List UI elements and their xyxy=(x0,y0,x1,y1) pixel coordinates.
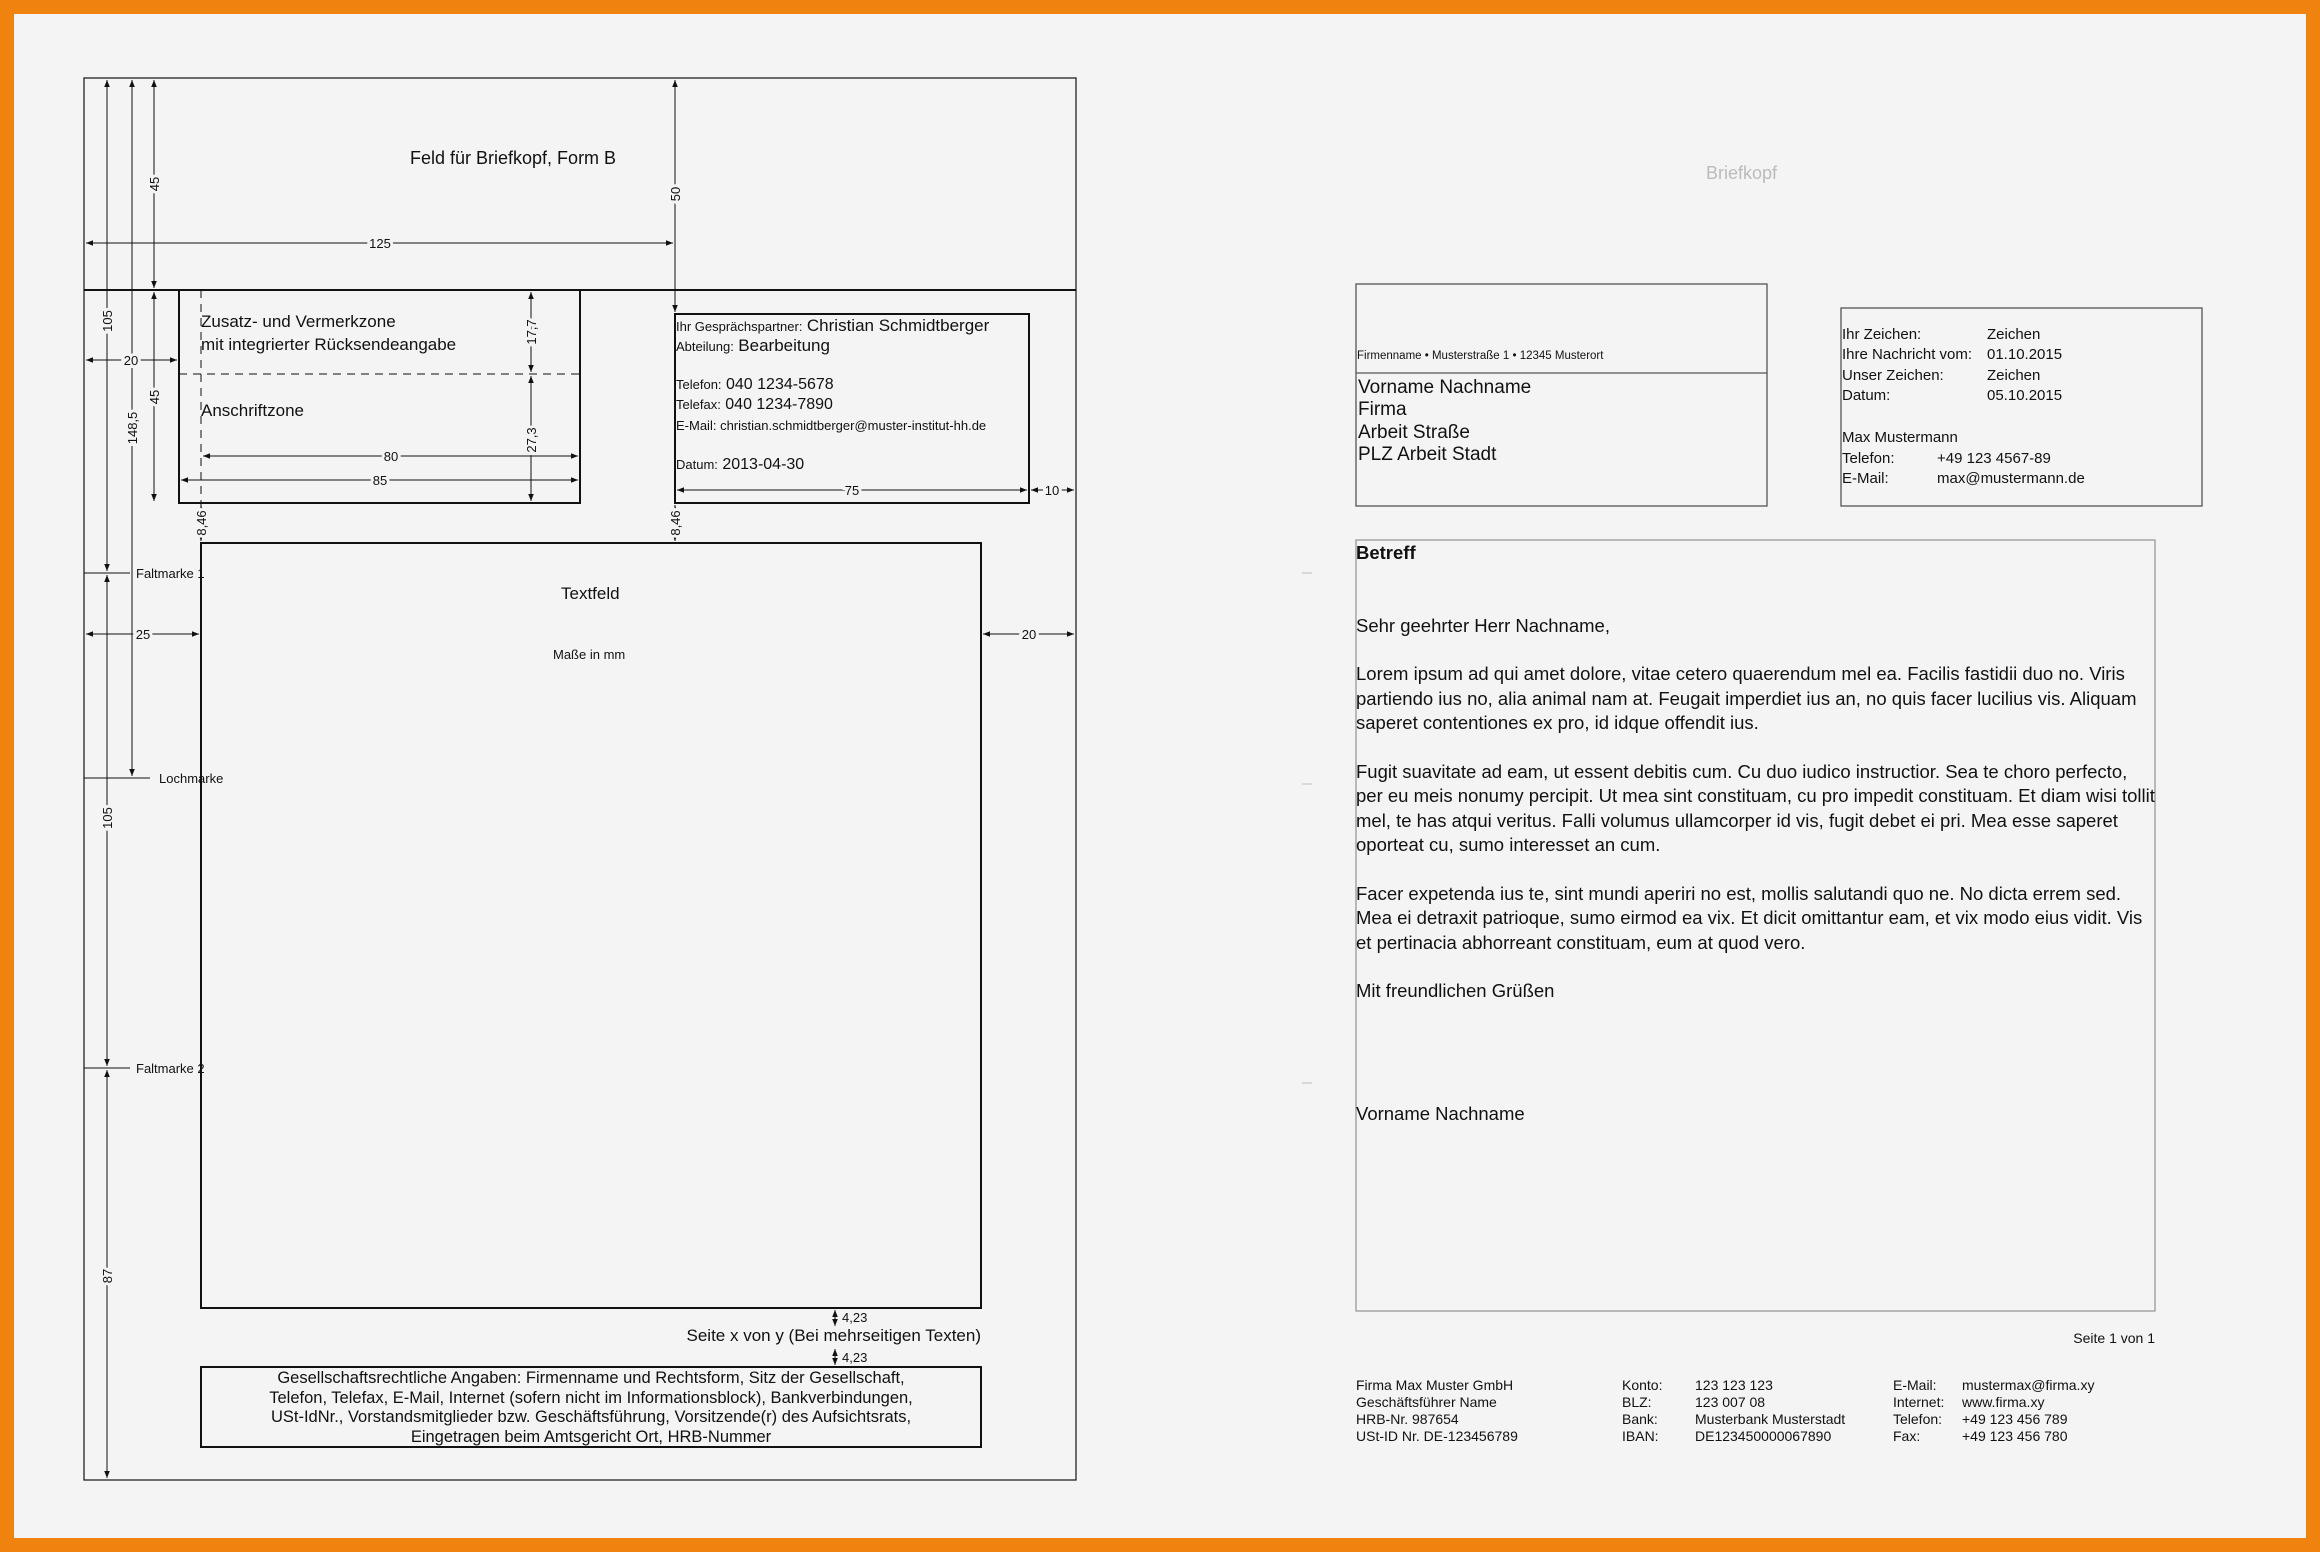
contact-label: Telefon: xyxy=(1842,450,1895,467)
email-label: E-Mail: xyxy=(676,418,717,433)
dim-105-top: 105 xyxy=(100,310,115,332)
salutation: Sehr geehrter Herr Nachname, xyxy=(1356,614,1610,636)
hole-mark: Lochmarke xyxy=(159,771,224,786)
date-label: Datum: xyxy=(676,457,718,472)
recipient-line: Firma xyxy=(1358,399,1407,421)
units-note: Maße in mm xyxy=(553,647,626,662)
date-value: 2013-04-30 xyxy=(722,456,805,473)
footer-value: 123 007 08 xyxy=(1695,1394,1766,1410)
paragraph: Facer expetenda ius te, sint mundi aperiri no est, mollis salutandi quo ne. No dicta errem sed. Mea ei detraxit patrioque, sumo eirmod ea vix. Et dicit omittantur eam, et vix modo eius vidit. Vis et pertinacia abhorreant constituam, eum at quod vero. xyxy=(1356,882,2143,953)
dim-45-address: 45 xyxy=(147,389,162,405)
dim-105-bottom: 105 xyxy=(100,807,115,829)
partner-value: Christian Schmidtberger xyxy=(806,316,990,335)
footer-line: Firma Max Muster GmbH xyxy=(1356,1377,1514,1393)
text-field-label: Textfeld xyxy=(561,584,620,603)
footer-value: DE123450000067890 xyxy=(1695,1428,1832,1444)
closing: Mit freundlichen Grüßen xyxy=(1356,980,1555,1001)
footer-label: Bank: xyxy=(1622,1411,1658,1427)
sender-line: Firmenname • Musterstraße 1 • 12345 Musterort xyxy=(1357,350,1604,362)
footer-label: IBAN: xyxy=(1622,1428,1659,1444)
contact-name: Max Mustermann xyxy=(1842,429,1958,446)
dim-27-3: 27,3 xyxy=(524,427,539,453)
footer-label: Internet: xyxy=(1893,1394,1945,1410)
ref-label: Datum: xyxy=(1842,387,1891,404)
footer-value: +49 123 456 789 xyxy=(1962,1411,2068,1427)
dim-85: 85 xyxy=(372,473,388,488)
footer-line: USt-ID Nr. DE-123456789 xyxy=(1356,1428,1518,1444)
dim-75: 75 xyxy=(844,483,860,498)
footer-value: +49 123 456 780 xyxy=(1962,1428,2068,1444)
dim-45-top: 45 xyxy=(147,176,162,192)
footer-label: Telefon: xyxy=(1893,1411,1943,1427)
footer-label: BLZ: xyxy=(1622,1394,1652,1410)
footer-label: Fax: xyxy=(1893,1428,1921,1444)
dim-8-46-left: 8,46 xyxy=(194,510,209,536)
footer-contact-values xyxy=(1962,1377,2094,1445)
header-field-label: Feld für Briefkopf, Form B xyxy=(410,148,617,168)
dim-8-46-right: 8,46 xyxy=(668,510,683,536)
zusatz-zone-label-2: mit integrierter Rücksendeangabe xyxy=(201,335,457,354)
dim-148-5: 148,5 xyxy=(125,411,140,445)
fold-mark-2: Faltmarke 2 xyxy=(136,1061,205,1076)
dim-87: 87 xyxy=(100,1268,115,1284)
signature: Vorname Nachname xyxy=(1356,1102,1525,1124)
dim-4-23-bottom: 4,23 xyxy=(842,1350,868,1365)
legal-info-text xyxy=(201,1369,981,1447)
ref-value: 05.10.2015 xyxy=(1987,387,2063,404)
recipient-line: Arbeit Straße xyxy=(1358,421,1470,443)
contact-label: E-Mail: xyxy=(1842,470,1889,487)
fold-mark-1: Faltmarke 1 xyxy=(136,566,205,581)
dim-80: 80 xyxy=(383,449,399,464)
footer-bank-values xyxy=(1695,1377,1845,1445)
ref-value: 01.10.2015 xyxy=(1987,346,2063,363)
footer-value: Musterbank Musterstadt xyxy=(1695,1411,1846,1427)
footer-value: mustermax@firma.xy xyxy=(1962,1377,2095,1393)
footer-bank-labels xyxy=(1622,1377,1662,1445)
legal-line: Gesellschaftsrechtliche Angaben: Firmenname und Rechtsform, Sitz der Gesellschaft, xyxy=(277,1369,905,1387)
ref-label: Ihr Zeichen: xyxy=(1842,326,1922,343)
dim-50: 50 xyxy=(668,186,683,202)
letterhead-placeholder: Briefkopf xyxy=(1706,163,1778,183)
legal-line: Eingetragen beim Amtsgericht Ort, HRB-Nummer xyxy=(410,1427,772,1446)
address-zone-label: Anschriftzone xyxy=(201,401,304,420)
letter-body xyxy=(1356,541,2156,1150)
footer-value: www.firma.xy xyxy=(1962,1394,2045,1410)
department-label: Abteilung: xyxy=(676,339,734,354)
footer-line: HRB-Nr. 987654 xyxy=(1356,1411,1459,1427)
legal-line: USt-IdNr., Vorstandsmitglieder bzw. Geschäftsführung, Vorsitzende(r) des Aufsichtsrats, xyxy=(270,1408,912,1426)
department-value: Bearbeitung xyxy=(738,336,830,355)
subject: Betreff xyxy=(1356,542,1416,563)
contact-value: max@mustermann.de xyxy=(1937,470,2085,487)
paragraph: Fugit suavitate ad eam, ut essent debitis cum. Cu duo iudico instructior. Sea te choro perfecto, per eu meis nonumy percipit. Ut mea sint constituam, cu pro impedit constituam. Et diam wisi tollit mel, te has atqui veritus. Falli volumus ullamcorper id vis, fugit debet ei pri. Mea esse saperet oporteat cu, sumo interesset an cum. xyxy=(1356,760,2155,855)
footer-label: Konto: xyxy=(1622,1377,1663,1393)
email-value: christian.schmidtberger@muster-institut-hh.de xyxy=(720,418,987,433)
page-indicator: Seite 1 von 1 xyxy=(2073,1330,2155,1346)
recipient-line: Vorname Nachname xyxy=(1358,377,1532,398)
dim-10: 10 xyxy=(1044,483,1060,498)
recipient-line: PLZ Arbeit Stadt xyxy=(1358,443,1497,465)
ref-label: Ihre Nachricht vom: xyxy=(1842,346,1973,363)
phone-label: Telefon: xyxy=(676,377,722,392)
contact-value: +49 123 4567-89 xyxy=(1937,450,2051,467)
dim-25: 25 xyxy=(135,627,151,642)
dim-125: 125 xyxy=(369,236,391,251)
footer-label: E-Mail: xyxy=(1893,1377,1937,1393)
dim-4-23-top: 4,23 xyxy=(842,1310,868,1325)
ref-label: Unser Zeichen: xyxy=(1842,367,1944,384)
ref-value: Zeichen xyxy=(1987,326,2041,343)
footer-value: 123 123 123 xyxy=(1695,1377,1773,1393)
footer-company xyxy=(1356,1377,1518,1445)
page-number-note: Seite x von y (Bei mehrseitigen Texten) xyxy=(686,1326,981,1345)
zusatz-zone-label-1: Zusatz- und Vermerkzone xyxy=(201,312,396,331)
page-frame xyxy=(84,78,1076,1480)
recipient-address xyxy=(1358,377,1531,466)
partner-label: Ihr Gesprächspartner: xyxy=(676,319,803,334)
fax-value: 040 1234-7890 xyxy=(725,396,833,413)
legal-line: Telefon, Telefax, E-Mail, Internet (sofern nicht im Informationsblock), Bankverbindungen, xyxy=(269,1388,913,1407)
phone-value: 040 1234-5678 xyxy=(726,376,834,393)
ref-value: Zeichen xyxy=(1987,367,2041,384)
dim-20-left: 20 xyxy=(123,353,139,368)
paragraph: Lorem ipsum ad qui amet dolore, vitae cetero quaerendum mel ea. Facilis fastidii duo no. Viris partiendo ius no, alia animal nam at. Feugait imperdiet ius an, no quis facer lucilius vis. Aliquam saperet contentiones ex pro, id idque offendit ius. xyxy=(1356,663,2137,733)
dim-20-right: 20 xyxy=(1021,627,1037,642)
dim-17-7: 17,7 xyxy=(524,319,539,345)
footer-contact-labels xyxy=(1893,1377,1944,1445)
fax-label: Telefax: xyxy=(676,397,721,412)
footer-line: Geschäftsführer Name xyxy=(1356,1394,1497,1410)
